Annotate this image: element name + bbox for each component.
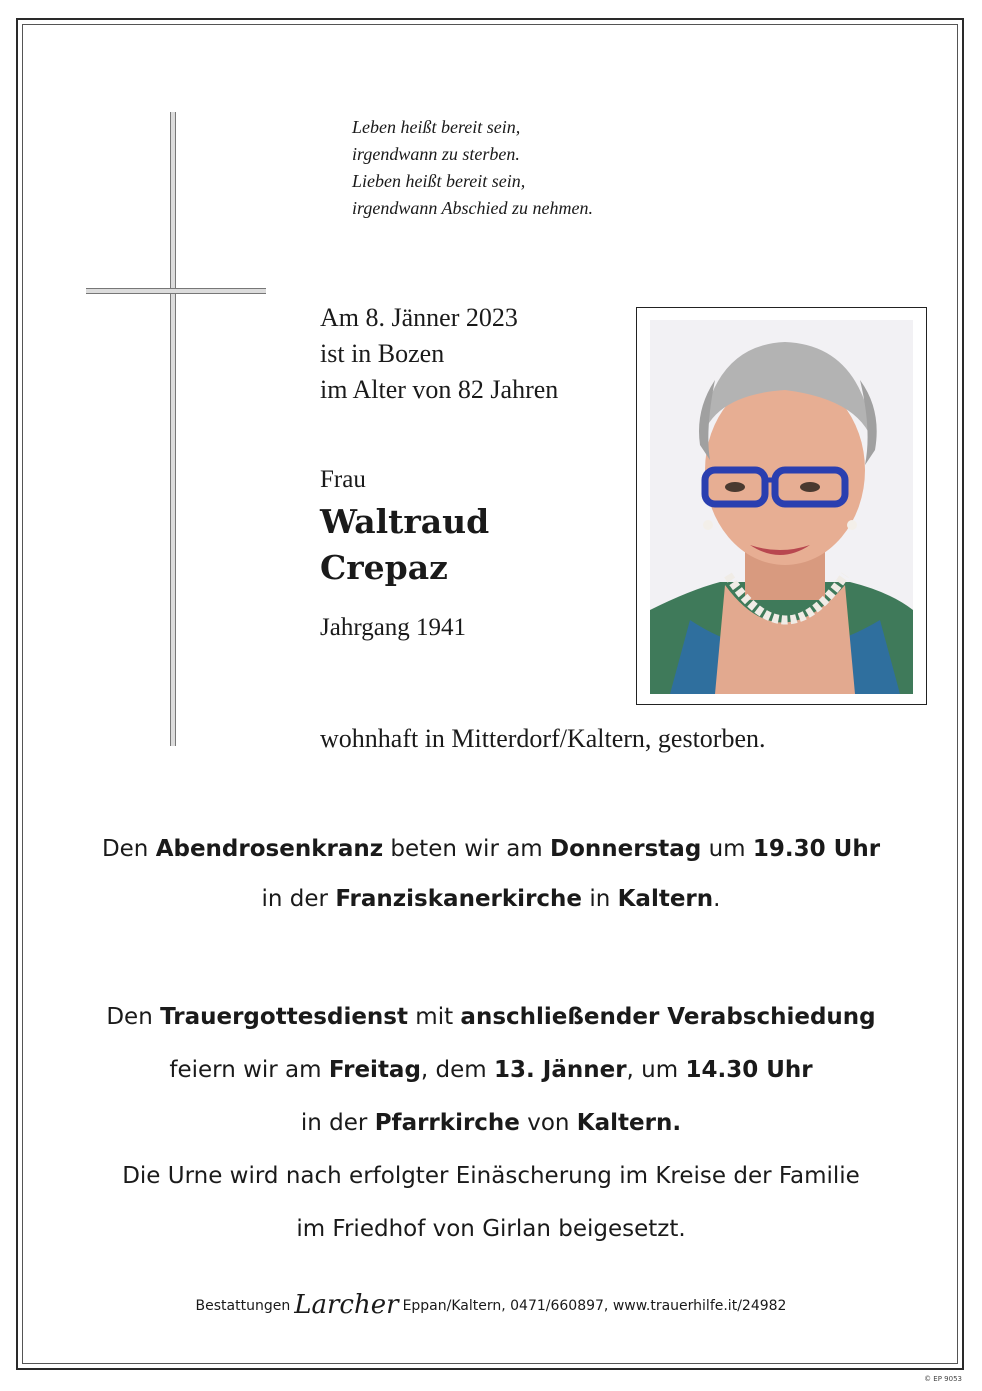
text: . <box>713 886 721 912</box>
age: im Alter von 82 Jahren <box>320 375 559 404</box>
text-bold: Franziskanerkirche <box>335 886 583 912</box>
text-bold: Kaltern <box>617 886 714 912</box>
text-bold: Kaltern. <box>576 1110 682 1136</box>
text-bold: Abendrosenkranz <box>155 836 384 862</box>
text-bold: Pfarrkirche <box>374 1110 520 1136</box>
funeral-line-1 <box>40 1004 942 1030</box>
birth-year: Jahrgang 1941 <box>320 614 467 641</box>
first-name: Waltraud <box>320 502 490 541</box>
last-name: Crepaz <box>320 548 448 587</box>
cross-icon-vertical <box>170 112 176 746</box>
death-announcement <box>320 300 558 408</box>
text: beten wir am <box>383 836 551 862</box>
residence: wohnhaft in Mitterdorf/Kaltern, gestorben. <box>320 724 766 753</box>
text: in <box>582 886 618 912</box>
text-bold: Trauergottesdienst <box>160 1004 408 1030</box>
salutation: Frau <box>320 466 366 493</box>
footer <box>0 1290 982 1320</box>
portrait-photo <box>650 320 913 694</box>
poem-line: Lieben heißt bereit sein, <box>352 171 526 191</box>
text: Den <box>106 1004 161 1030</box>
funeral-line-3 <box>40 1110 942 1136</box>
print-code: © EP 9053 <box>924 1375 962 1383</box>
poem <box>352 114 593 222</box>
text: in der <box>300 1110 375 1136</box>
poem-line: Leben heißt bereit sein, <box>352 117 521 137</box>
text-bold: 13. Jänner <box>494 1057 627 1083</box>
text: feiern wir am <box>169 1057 329 1083</box>
death-date: Am 8. Jänner 2023 <box>320 303 518 332</box>
text-bold: 19.30 Uhr <box>752 836 881 862</box>
text-bold: 14.30 Uhr <box>685 1057 813 1083</box>
text-bold: Donnerstag <box>550 836 702 862</box>
text: Den <box>101 836 156 862</box>
text: mit <box>407 1004 461 1030</box>
poem-line: irgendwann zu sterben. <box>352 144 520 164</box>
rosary-line-2 <box>40 886 942 912</box>
funeral-line-4: Die Urne wird nach erfolgter Einäscherung im Kreise der Familie <box>122 1163 860 1189</box>
text: um <box>701 836 753 862</box>
death-place: ist in Bozen <box>320 339 445 368</box>
portrait-frame <box>636 307 927 705</box>
funeral-line-2 <box>40 1057 942 1083</box>
footer-prefix: Bestattungen <box>195 1298 291 1314</box>
undertaker-logo: Larcher <box>294 1290 399 1320</box>
rosary-line-1 <box>40 836 942 862</box>
text: in der <box>261 886 336 912</box>
footer-contact: Eppan/Kaltern, 0471/660897, www.trauerhilfe.it/24982 <box>402 1298 787 1314</box>
text-bold: Freitag <box>328 1057 421 1083</box>
text-bold: anschließender Verabschiedung <box>460 1004 876 1030</box>
cross-icon-horizontal <box>86 288 266 294</box>
text: , dem <box>420 1057 495 1083</box>
funeral-line-5: im Friedhof von Girlan beigesetzt. <box>296 1216 686 1242</box>
poem-line: irgendwann Abschied zu nehmen. <box>352 198 593 218</box>
text: von <box>519 1110 577 1136</box>
text: , um <box>626 1057 686 1083</box>
